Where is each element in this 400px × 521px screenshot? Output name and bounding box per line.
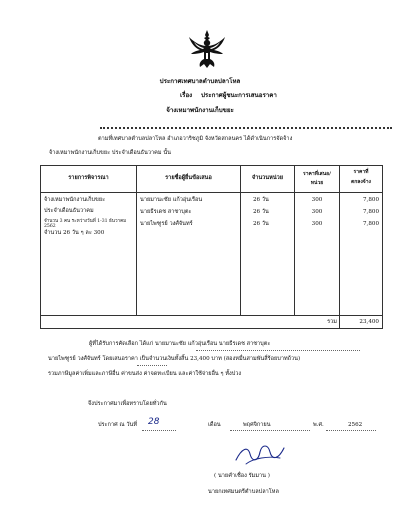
total-label: รวม (327, 319, 337, 325)
year-label: พ.ศ. (313, 422, 324, 428)
unit-price-value: 300 (311, 197, 323, 203)
header-separator (100, 127, 392, 131)
unit-price-cell (295, 193, 340, 316)
announce-text: จึงประกาศมาเพื่อทราบโดยทั่วกัน (88, 401, 167, 407)
result-line-1: ผู้ที่ได้รับการคัดเลือก ได้แก่ นายมานะชัย แก้วอุ่นเรือน นายธีรเดช สาชาบุตะ (89, 341, 271, 347)
agreed-price-value: 7,800 (362, 221, 379, 227)
header-unit-price-cell (295, 166, 340, 193)
quantity-value: 26 วัน (253, 221, 269, 227)
bidder-name: นายมานะชัย แก้วอุ่นเรือน (140, 197, 203, 203)
header-unit-price-line-2: หน่วย (310, 180, 324, 186)
signer-position: นายกเทศมนตรีตำบลปลาโหล (208, 489, 279, 495)
agreed-price-cell (340, 193, 383, 316)
item-line: จำนวน 26 วัน ๆ ละ 300 (44, 230, 105, 236)
announce-day: 28 (148, 417, 160, 427)
header-quantity: จำนวนหน่วย (251, 175, 284, 181)
header-item-cell (41, 166, 137, 193)
header-item: รายการพิจารณา (68, 175, 109, 181)
header-agreed-line-2: ตกลงจ้าง (351, 179, 371, 185)
header-bidders: รายชื่อผู้ยื่นข้อเสนอ (165, 175, 212, 181)
header-unit-price-line-1: ราคาที่เสนอ/ (303, 171, 331, 177)
header-bidders-cell (137, 166, 241, 193)
announcement-title: ประกาศเทศบาลตำบลปลาโหล (159, 78, 241, 85)
signer-name: ( นายคำเชื่อง รัมมาน ) (214, 473, 270, 479)
subject-text: ประกาศผู้ชนะการเสนอราคา (201, 92, 277, 99)
signature-scribble (232, 440, 292, 468)
quantity-cell (241, 193, 295, 316)
month-label: เดือน (208, 422, 221, 428)
agreed-price-value: 7,800 (362, 197, 379, 203)
result-line-3: รวมภาษีมูลค่าเพิ่มและภาษีอื่น ค่าขนส่ง ค่าจดทะเบียน และค่าใช้จ่ายอื่น ๆ ทั้งปวง (48, 371, 242, 377)
header-quantity-cell (241, 166, 295, 193)
bidder-name: นายไพฑูรย์ วงศ์จันทร์ (140, 221, 193, 227)
announced-at-label: ประกาศ ณ วันที่ (98, 422, 138, 428)
intro-line-1: ตามที่เทศบาลตำบลปลาโหล อำเภอวาริชภูมิ จังหวัดสกลนคร ได้ดำเนินการจัดจ้าง (98, 136, 293, 142)
job-title: จ้างเหมาพนักงานเก็บขยะ (166, 107, 234, 114)
fill-dots (196, 350, 360, 351)
header-agreed-line-1: ราคาที่ (353, 169, 369, 175)
unit-price-value: 300 (311, 209, 323, 215)
item-cell (41, 193, 137, 316)
unit-price-value: 300 (311, 221, 323, 227)
item-line: จ้างเหมาพนักงานเก็บขยะ (44, 197, 106, 203)
total-value: 23,400 (359, 319, 379, 325)
intro-line-2: จ้างเหมาพนักงานเก็บขยะ ประจำเดือนธันวาคม นั้น (49, 150, 171, 156)
bid-table (40, 165, 383, 329)
announce-year: 2562 (348, 422, 363, 428)
item-line: จำนวน 3 คน ระหว่างวันที่ 1-31 ธันวาคม 2562 (44, 219, 127, 229)
header-agreed-cell (340, 166, 383, 193)
fill-dots (230, 430, 310, 431)
fill-dots (142, 430, 176, 431)
total-label-cell (41, 316, 340, 329)
fill-dots (137, 365, 167, 366)
agreed-price-value: 7,800 (362, 209, 379, 215)
subject-label: เรื่อง (180, 92, 193, 99)
total-value-cell (340, 316, 383, 329)
item-line: ประจำเดือนธันวาคม (44, 208, 94, 214)
quantity-value: 26 วัน (253, 197, 269, 203)
quantity-value: 26 วัน (253, 209, 269, 215)
announce-month: พฤศจิกายน (243, 422, 271, 428)
fill-dots (326, 430, 376, 431)
bidder-name: นายธีรเดช สาชาบุตะ (140, 209, 192, 215)
result-line-2: นายไพฑูรย์ วงศ์จันทร์ โดยเสนอราคา เป็นจำนวนเงินทั้งสิ้น 23,400 บาท (สองหมื่นสามพันสี่ร้อยบาทถ้วน) (48, 356, 301, 362)
bidders-cell (137, 193, 241, 316)
garuda-emblem (186, 28, 228, 70)
